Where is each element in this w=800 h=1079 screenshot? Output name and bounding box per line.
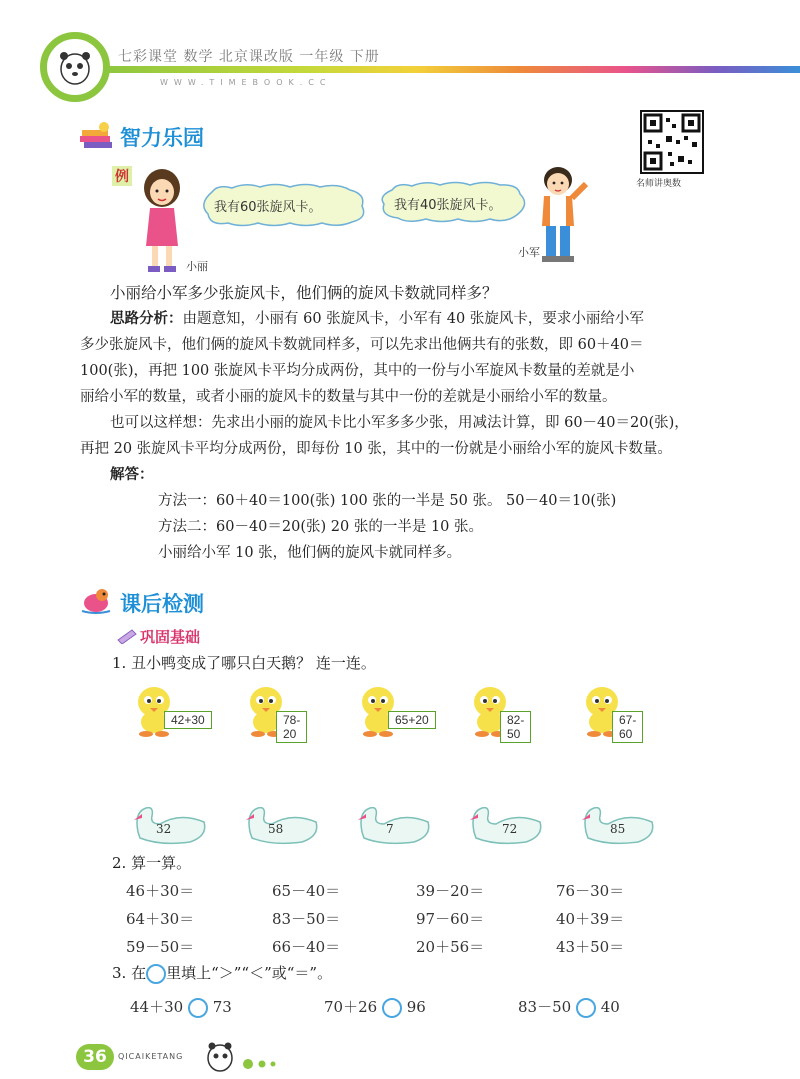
calc-row xyxy=(126,880,686,908)
calc-cell[interactable]: 65－40＝ xyxy=(272,882,341,900)
question-two: 2. 算一算。 xyxy=(112,854,192,872)
section-title-zhili: 智力乐园 xyxy=(120,126,204,150)
example-question: 小丽给小军多少张旋风卡，他们俩的旋风卡数就同样多？ xyxy=(110,284,498,302)
chick-icon xyxy=(132,682,176,738)
swan-item[interactable] xyxy=(242,798,322,846)
calc-row xyxy=(126,936,686,964)
question-one: 1. 丑小鸭变成了哪只白天鹅？ 连一连。 xyxy=(112,654,376,672)
footer-brand: QICAIKETANG xyxy=(118,1052,184,1061)
name-xiaojun: 小军 xyxy=(518,246,540,259)
calc-cell[interactable]: 66－40＝ xyxy=(272,938,341,956)
page-number: 36 xyxy=(76,1044,114,1070)
swan-item[interactable] xyxy=(578,798,658,846)
q3-suffix: 里填上“＞”“＜”或“＝”。 xyxy=(166,964,333,982)
compare-left: 44＋30 xyxy=(130,998,184,1016)
swan-item[interactable] xyxy=(354,798,434,846)
compare-answer-circle[interactable] xyxy=(576,998,596,1018)
swan-number: 85 xyxy=(610,822,626,836)
books-icon xyxy=(78,120,114,150)
analysis-block xyxy=(80,306,720,566)
chick-expression: 67-60 xyxy=(612,711,643,743)
calc-cell[interactable]: 97－60＝ xyxy=(416,910,485,928)
footer-mascot-icon xyxy=(200,1036,290,1076)
compare-answer-circle[interactable] xyxy=(188,998,208,1018)
compare-right: 40 xyxy=(600,998,620,1016)
name-xiaoli: 小丽 xyxy=(186,260,208,273)
swan-item[interactable] xyxy=(466,798,546,846)
analysis-line: 丽给小军的数量，或者小丽的旋风卡的数量与其中一份的差就是小丽给小军的数量。 xyxy=(80,389,617,405)
method-two: 方法二：60－40＝20(张) 20 张的一半是 10 张。 xyxy=(158,519,484,535)
chick-icon xyxy=(356,682,400,738)
chick-expression: 65+20 xyxy=(388,711,436,729)
swan-number: 72 xyxy=(502,822,518,836)
swan-icon xyxy=(354,798,434,846)
calc-cell[interactable]: 43＋50＝ xyxy=(556,938,625,956)
chick-row xyxy=(132,682,672,742)
analysis-line: 由题意知，小丽有 60 张旋风卡，小军有 40 张旋风卡，要求小丽给小军 xyxy=(182,311,644,327)
swan-number: 7 xyxy=(386,822,394,836)
chick-item[interactable] xyxy=(356,682,429,742)
alt-line: 也可以这样想：先求出小丽的旋风卡比小军多多少张，用减法计算，即 60－40＝20(张)， xyxy=(110,415,689,431)
compare-item xyxy=(324,996,426,1018)
swan-number: 32 xyxy=(156,822,172,836)
compare-left: 83－50 xyxy=(518,998,572,1016)
calc-cell[interactable]: 59－50＝ xyxy=(126,938,195,956)
compare-item xyxy=(130,996,232,1018)
header-title: 七彩课堂 数学 北京课改版 一年级 下册 xyxy=(118,49,380,65)
calc-cell[interactable]: 64＋30＝ xyxy=(126,910,195,928)
qr-code-icon xyxy=(642,112,702,172)
analysis-label: 思路分析： xyxy=(110,311,183,327)
calc-cell[interactable]: 20＋56＝ xyxy=(416,938,485,956)
compare-right: 96 xyxy=(406,998,426,1016)
compare-row xyxy=(130,996,690,1022)
swan-number: 58 xyxy=(268,822,284,836)
chick-expression: 78-20 xyxy=(276,711,307,743)
compare-right: 73 xyxy=(212,998,232,1016)
girl-illustration xyxy=(132,166,192,276)
question-three xyxy=(112,962,332,984)
qr-caption: 名师讲奥数 xyxy=(636,179,682,189)
compare-answer-circle[interactable] xyxy=(382,998,402,1018)
sub-title-gonggu: 巩固基础 xyxy=(140,628,201,646)
alt-line: 再把 20 张旋风卡平均分成两份，即每份 10 张，其中的一份就是小丽给小军的旋风卡数量。 xyxy=(80,441,672,457)
calc-cell[interactable]: 83－50＝ xyxy=(272,910,341,928)
example-badge: 例 xyxy=(112,166,132,186)
analysis-line: 100(张)，再把 100 张旋风卡平均分成两份，其中的一份与小军旋风卡数量的差就是小 xyxy=(80,363,635,379)
method-one: 方法一：60＋40＝100(张) 100 张的一半是 50 张。 50－40＝10(张) xyxy=(158,493,617,509)
chick-item[interactable] xyxy=(580,682,637,742)
q3-prefix: 3. 在 xyxy=(112,964,147,982)
qr-code[interactable] xyxy=(640,110,704,174)
panda-mascot-icon xyxy=(47,39,103,95)
calc-cell[interactable]: 39－20＝ xyxy=(416,882,485,900)
calc-row xyxy=(126,908,686,936)
compare-circle-sample xyxy=(146,964,166,984)
compare-left: 70＋26 xyxy=(324,998,378,1016)
calc-grid xyxy=(126,880,686,964)
pencil-icon xyxy=(116,628,138,644)
conclusion: 小丽给小军 10 张，他们俩的旋风卡就同样多。 xyxy=(158,545,462,561)
chick-item[interactable] xyxy=(244,682,301,742)
bird-mascot-icon xyxy=(78,585,114,615)
header-url: WWW.TIMEBOOK.CC xyxy=(160,78,332,87)
analysis-line: 多少张旋风卡，他们俩的旋风卡数就同样多，可以先求出他俩共有的张数，即 60＋40＝ xyxy=(80,337,644,353)
calc-cell[interactable]: 76－30＝ xyxy=(556,882,625,900)
calc-cell[interactable]: 46＋30＝ xyxy=(126,882,195,900)
header-rainbow-bar xyxy=(100,66,800,73)
swan-item[interactable] xyxy=(130,798,210,846)
section-title-kehou: 课后检测 xyxy=(120,592,204,616)
chick-expression: 42+30 xyxy=(164,711,212,729)
calc-cell[interactable]: 40＋39＝ xyxy=(556,910,625,928)
bubble-left-text: 我有60张旋风卡。 xyxy=(214,200,322,215)
compare-item xyxy=(518,996,620,1018)
chick-expression: 82-50 xyxy=(500,711,531,743)
chick-item[interactable] xyxy=(468,682,525,742)
bubble-right-text: 我有40张旋风卡。 xyxy=(394,198,502,213)
swan-row xyxy=(130,798,690,848)
answer-label: 解答： xyxy=(110,467,154,483)
header-logo-ring xyxy=(40,32,110,102)
chick-item[interactable] xyxy=(132,682,205,742)
